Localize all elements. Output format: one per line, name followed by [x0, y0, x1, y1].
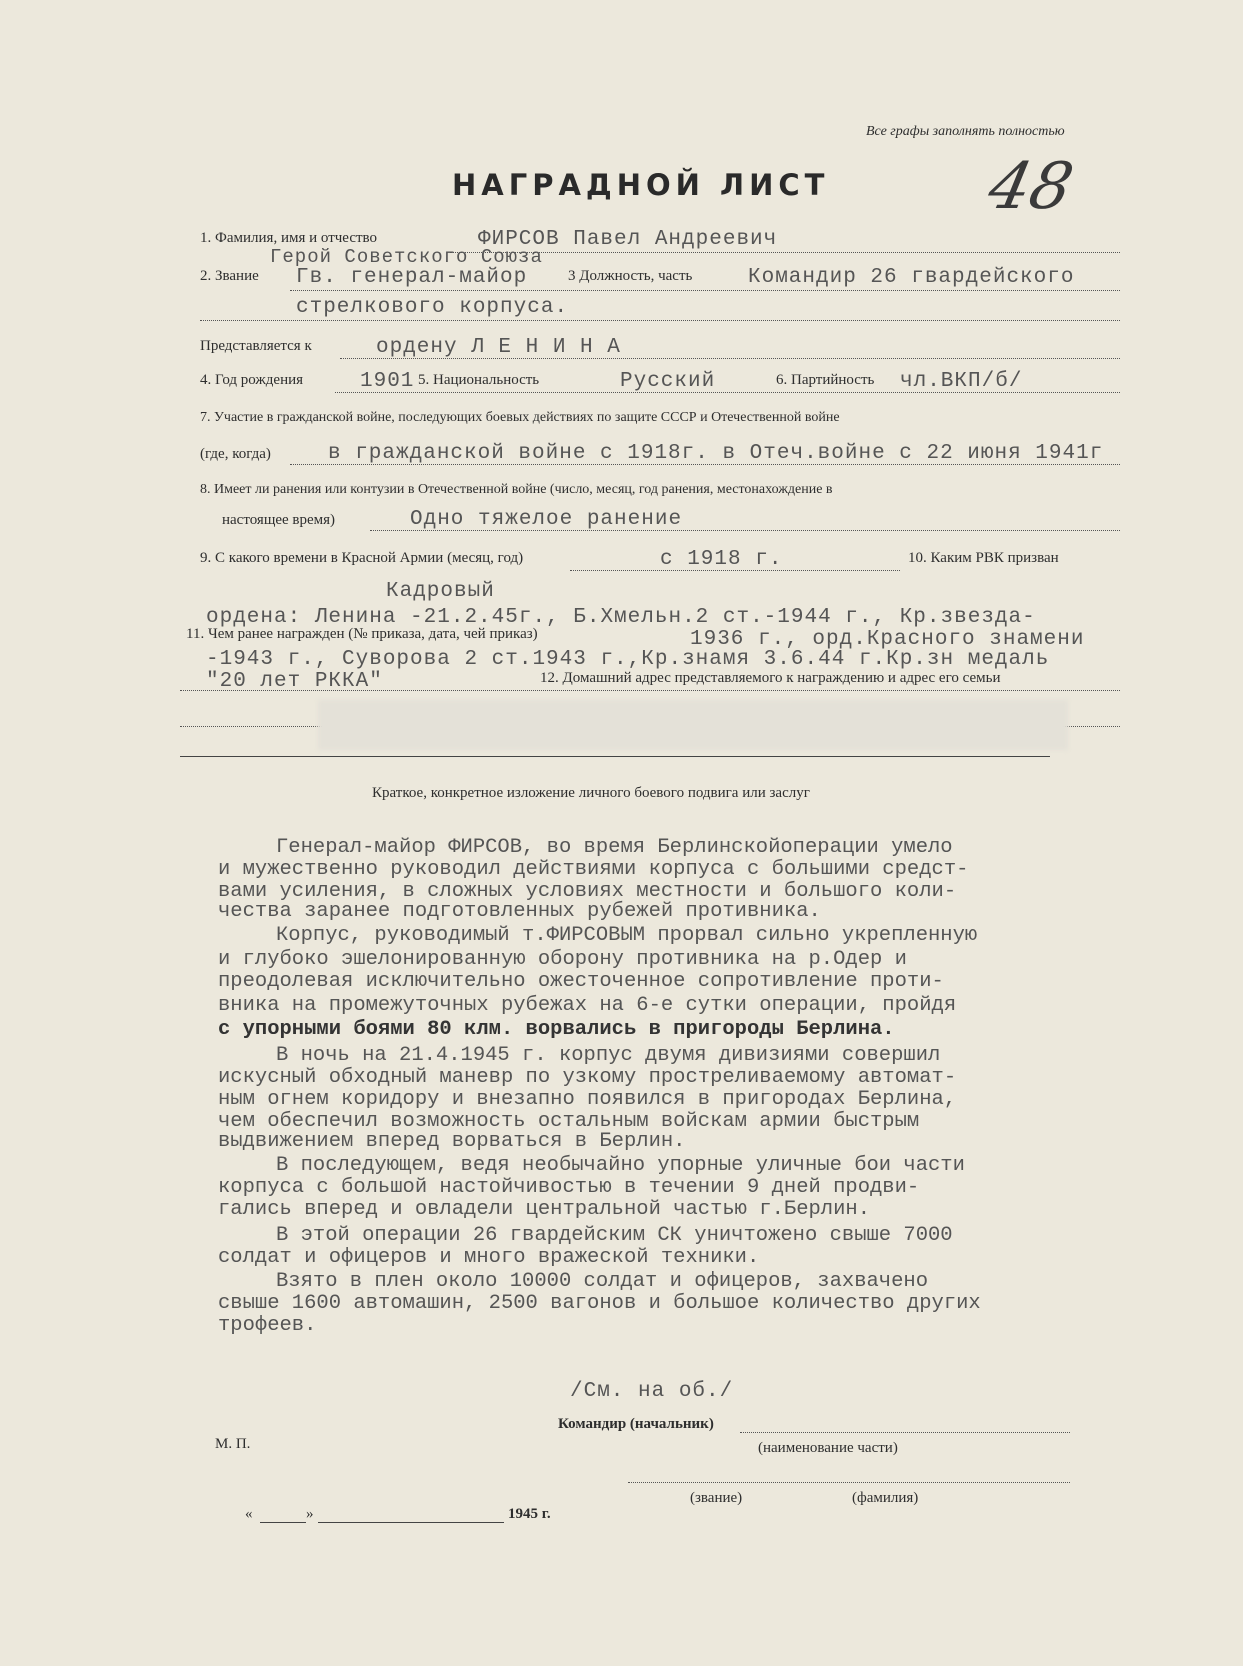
birth-label: 4. Год рождения: [200, 372, 304, 388]
position-line: [200, 320, 1120, 321]
wars-value: в гражданской войне с 1918г. в Отеч.войне с 22 июня 1941г: [328, 442, 1104, 465]
name-value: ФИРСОВ Павел Андреевич: [478, 228, 778, 251]
summary-line: Корпус, руководимый т.ФИРСОВЫМ прорвал сильно укрепленную: [276, 924, 978, 947]
wounds-label-2: настоящее время): [222, 512, 336, 528]
nominated-value: ордену Л Е Н И Н А: [376, 336, 621, 359]
name-line: [450, 252, 1120, 253]
summary-line: Генерал-майор ФИРСОВ, во время Берлинскойоперации умело: [276, 836, 953, 859]
rvk-label: 10. Каким РВК призван: [908, 550, 1059, 566]
party-value: чл.ВКП/б/: [900, 370, 1023, 393]
position-value-2: стрелкового корпуса.: [296, 296, 569, 319]
wounds-value: Одно тяжелое ранение: [410, 508, 683, 531]
awards-value-1: ордена: Ленина -21.2.45г., Б.Хмельн.2 ст.-1944 г., Кр.звезда-: [206, 606, 1036, 629]
commander-line: [740, 1432, 1070, 1433]
hero-value: Герой Советского Союза: [270, 246, 543, 268]
summary-line: выдвижением вперед ворваться в Берлин.: [218, 1130, 686, 1153]
awards-value-4: "20 лет РККА": [206, 670, 383, 693]
summary-line: искусный обходный маневр по узкому простреливаемому автомат-: [218, 1066, 957, 1089]
wounds-label-1: 8. Имеет ли ранения или контузии в Отечественной войне (число, месяц, год ранения, местонахождение в: [200, 482, 833, 497]
nationality-value: Русский: [620, 370, 716, 393]
summary-line: вами усиления, в сложных условиях местности и большого коли-: [218, 880, 957, 903]
summary-line: солдат и офицеров и много вражеской техники.: [218, 1246, 760, 1269]
summary-line: вника на промежуточных рубежах на 6-е сутки операции, пройдя: [218, 994, 957, 1017]
signature-line: [628, 1482, 1070, 1483]
date-year: 1945 г.: [508, 1506, 551, 1522]
summary-line: с упорными боями 80 клм. ворвались в пригороды Берлина.: [218, 1018, 895, 1041]
summary-line: свыше 1600 автомашин, 2500 вагонов и большое количество других: [218, 1292, 981, 1315]
date-open-quote: «: [245, 1506, 253, 1522]
fill-note: Все графы заполнять полностью: [866, 124, 1065, 139]
date-day-line: [260, 1522, 306, 1523]
summary-line: В ночь на 21.4.1945 г. корпус двумя дивизиями совершил: [276, 1044, 941, 1067]
awards-value-3: -1943 г., Суворова 2 ст.1943 г.,Кр.знамя 3.6.44 г.Кр.зн медаль: [206, 648, 1050, 671]
name-label: 1. Фамилия, имя и отчество: [200, 230, 378, 246]
wounds-line: [370, 530, 1120, 531]
summary-line: Взято в плен около 10000 солдат и офицеров, захвачено: [276, 1270, 929, 1293]
summary-line: чества заранее подготовленных рубежей противника.: [218, 900, 821, 923]
awards-value-2: 1936 г., орд.Красного знамени: [690, 628, 1085, 651]
summary-line: преодолевая исключительно ожесточенное сопротивление проти-: [218, 970, 944, 993]
army-value: с 1918 г.: [660, 548, 783, 571]
rank-caption: (звание): [690, 1490, 743, 1506]
summary-line: В последующем, ведя необычайно упорные уличные бои части: [276, 1154, 965, 1177]
nominated-line: [340, 358, 1120, 359]
wars-label-1: 7. Участие в гражданской войне, последующих боевых действиях по защите СССР и Отечественной войне: [200, 410, 840, 425]
nationality-label: 5. Национальность: [418, 372, 540, 388]
address-line: [180, 690, 1120, 691]
birth-value: 1901: [360, 370, 415, 393]
summary-line: чем обеспечил возможность остальным войскам армии быстрым: [218, 1110, 920, 1133]
rank-value: Гв. генерал-майор: [296, 266, 528, 289]
summary-heading: Краткое, конкретное изложение личного боевого подвига или заслуг: [372, 785, 810, 801]
summary-line: В этой операции 26 гвардейским СК уничтожено свыше 7000: [276, 1224, 953, 1247]
summary-line: корпуса с большой настойчивостью в течении 9 дней продви-: [218, 1176, 920, 1199]
wars-label-2: (где, когда): [200, 446, 271, 462]
wars-line: [290, 464, 1120, 465]
nominated-label: Представляется к: [200, 338, 312, 354]
position-label: 3 Должность, часть: [568, 268, 693, 284]
commander-label: Командир (начальник): [558, 1416, 714, 1432]
birth-line: [335, 392, 1120, 393]
unit-caption: (наименование части): [758, 1440, 898, 1456]
rank-label: 2. Звание: [200, 268, 259, 284]
rvk-value: Кадровый: [386, 580, 495, 603]
army-line: [570, 570, 900, 571]
summary-line: и мужественно руководил действиями корпуса с большими средст-: [218, 858, 969, 881]
page-title: НАГРАДНОЙ ЛИСТ: [452, 168, 830, 202]
date-month-line: [318, 1522, 504, 1523]
surname-caption: (фамилия): [852, 1490, 919, 1506]
section-divider: [180, 756, 1050, 757]
date-close-quote: »: [306, 1506, 314, 1522]
see-back-note: /См. на об./: [570, 1380, 734, 1403]
summary-line: трофеев.: [218, 1314, 317, 1337]
redacted-address: [318, 700, 1068, 750]
awards-label: 11. Чем ранее награжден (№ приказа, дата, чей приказ): [186, 626, 538, 642]
summary-line: и глубоко эшелонированную оборону противника на р.Одер и: [218, 948, 907, 971]
handwritten-number: 48: [982, 150, 1080, 224]
stamp-label: М. П.: [215, 1436, 251, 1452]
party-label: 6. Партийность: [776, 372, 875, 388]
address-label: 12. Домашний адрес представляемого к награждению и адрес его семьи: [540, 670, 1001, 686]
army-label: 9. С какого времени в Красной Армии (месяц, год): [200, 550, 524, 566]
position-value-1: Командир 26 гвардейского: [748, 266, 1075, 289]
summary-line: гались вперед и овладели центральной частью г.Берлин.: [218, 1198, 871, 1221]
rank-line: [290, 290, 1120, 291]
summary-line: ным огнем коридору и внезапно появился в пригородах Берлина,: [218, 1088, 957, 1111]
